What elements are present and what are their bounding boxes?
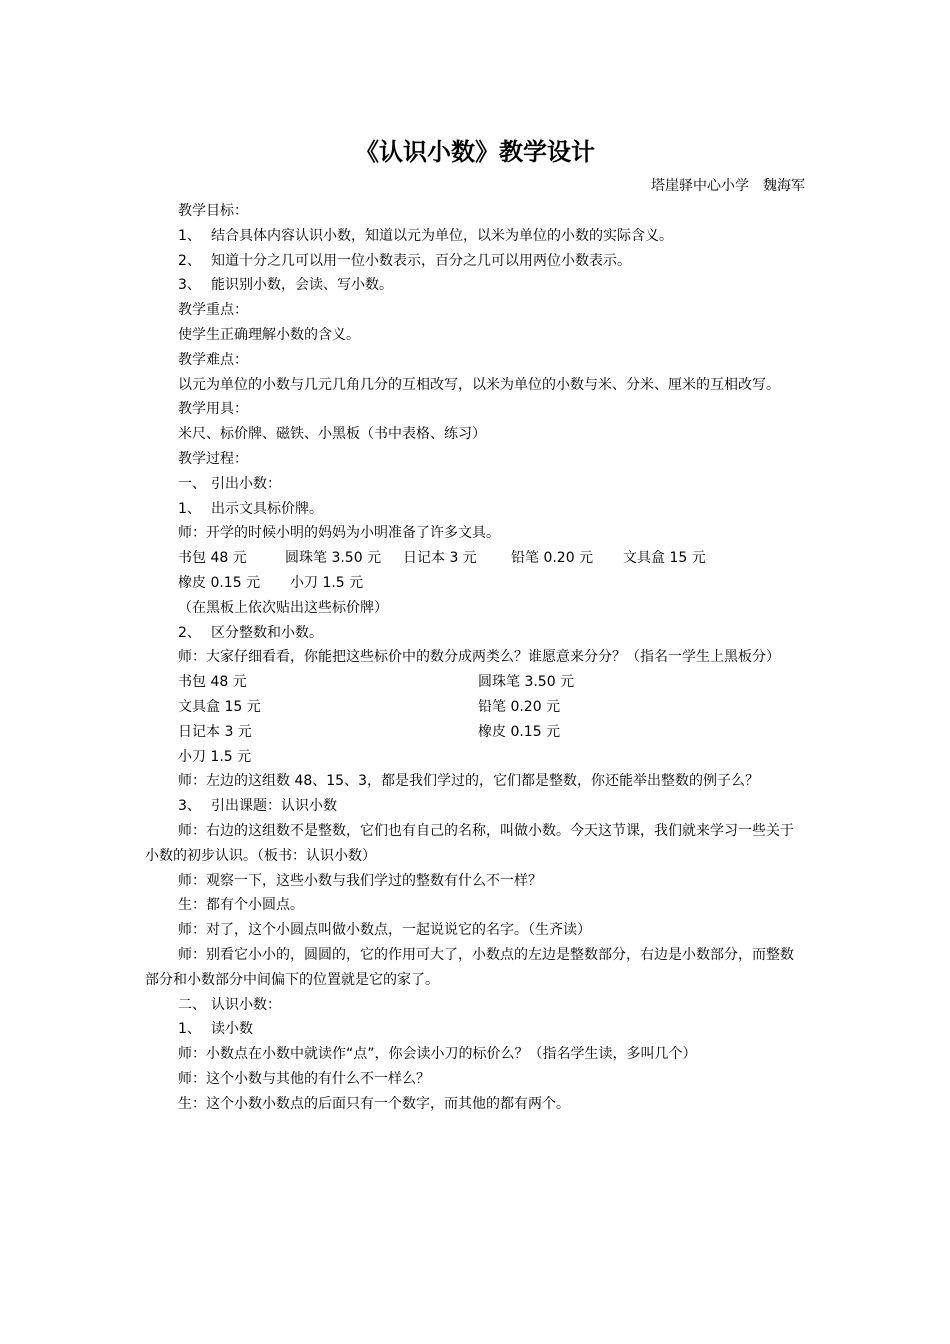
price-row-1 (145, 546, 805, 571)
page-title: 《认识小数》教学设计 (355, 138, 595, 166)
focus-heading: 教学重点： (178, 302, 248, 319)
part2-student1: 生：这个小数小数点的后面只有一个数字，而其他的都有两个。 (178, 1095, 570, 1112)
goal-item-2: 2、 知道十分之几可以用一位小数表示，百分之几可以用两位小数表示。 (178, 252, 631, 269)
part1-teacher1: 师：开学的时候小明的妈妈为小明准备了许多文具。 (178, 525, 500, 542)
part1-teacher2: 师：大家仔细看看，你能把这些标价中的数分成两类么？谁愿意来分分？（指名一学生上黑板分） (178, 649, 780, 666)
goal-item-3: 3、 能识别小数，会读、写小数。 (178, 277, 393, 294)
part1-teacher7: 师：别看它小小的，圆圆的，它的作用可大了，小数点的左边是整数部分，右边是小数部分，而整数部分和小数部分中间偏下的位置就是它的家了。 (145, 946, 794, 988)
price-tag: 铅笔 0.20 元 (511, 550, 594, 567)
difficulty-heading: 教学难点： (178, 351, 248, 368)
part1-teacher3: 师：左边的这组数 48、15、3，都是我们学过的，它们都是整数，你还能举出整数的例子么？ (178, 773, 759, 790)
price-tag: 小刀 1.5 元 (290, 574, 364, 591)
classify-row: 文具盒 15 元 铅笔 0.20 元 (178, 698, 561, 715)
price-tag: 圆珠笔 3.50 元 (285, 550, 382, 567)
goal-item-1: 1、 结合具体内容认识小数，知道以元为单位，以米为单位的小数的实际含义。 (178, 227, 673, 244)
difficulty-text: 以元为单位的小数与几元几角几分的互相改写，以米为单位的小数与米、分米、厘米的互相改写。 (178, 376, 780, 393)
part2-teacher1: 师：小数点在小数中就读作“点”，你会读小刀的标价么？（指名学生读，多叫几个） (178, 1046, 697, 1063)
document-page (145, 130, 805, 1116)
price-tag: 书包 48 元 (178, 550, 247, 567)
classify-row: 书包 48 元 圆珠笔 3.50 元 (178, 674, 575, 691)
tools-text: 米尺、标价牌、磁铁、小黑板（书中表格、练习） (178, 426, 486, 443)
part1-teacher6: 师：对了，这个小圆点叫做小数点，一起说说它的名字。（生齐读） (178, 922, 591, 939)
process-heading: 教学过程： (178, 450, 248, 467)
author-line: 塔崖驿中心小学 魏海军 (651, 178, 805, 194)
goals-heading: 教学目标： (178, 203, 248, 219)
part1-teacher4: 师：右边的这组数不是整数，它们也有自己的名称，叫做小数。今天这节课，我们就来学习一些关于小数的初步认识。（板书：认识小数） (145, 822, 794, 864)
part1-teacher5: 师：观察一下，这些小数与我们学过的整数有什么不一样？ (178, 872, 542, 889)
price-tag: 日记本 3 元 (403, 550, 477, 567)
part1-note: （在黑板上依次贴出这些标价牌） (178, 599, 388, 616)
price-tag: 文具盒 15 元 (623, 550, 706, 567)
part1-step2: 2、 区分整数和小数。 (178, 624, 323, 641)
part1-step3: 3、 引出课题：认识小数 (178, 798, 337, 815)
classify-row: 日记本 3 元 橡皮 0.15 元 (178, 723, 561, 740)
part1-student1: 生：都有个小圆点。 (178, 897, 304, 914)
price-tag: 橡皮 0.15 元 (178, 574, 261, 591)
part2-step1: 1、 读小数 (178, 1021, 253, 1038)
part1-heading: 一、 引出小数： (178, 475, 281, 492)
focus-text: 使学生正确理解小数的含义。 (178, 326, 360, 343)
part1-step1: 1、 出示文具标价牌。 (178, 500, 323, 517)
part2-heading: 二、 认识小数： (178, 996, 281, 1013)
classify-row: 小刀 1.5 元 (178, 748, 252, 765)
tools-heading: 教学用具： (178, 401, 248, 418)
price-row-2 (145, 571, 805, 596)
part2-teacher2: 师：这个小数与其他的有什么不一样么？ (178, 1070, 430, 1087)
